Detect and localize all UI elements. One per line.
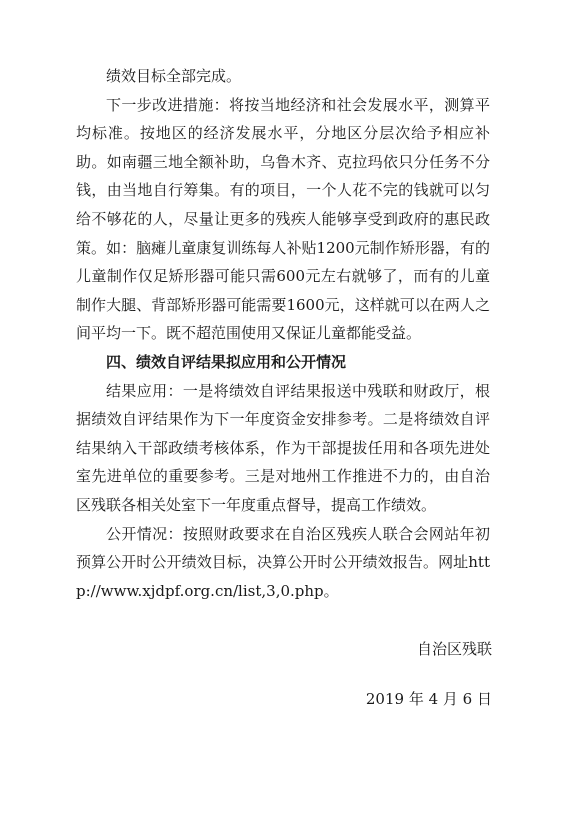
paragraph-improvement-measures: 下一步改进措施：将按当地经济和社会发展水平，测算平均标准。按地区的经济发展水平，分地区分层次给予相应补助。如南疆三地全额补助，乌鲁木齐、克拉玛依只分任务不分钱，由当地自行筹集。有的项目，一个人花不完的钱就可以匀给不够花的人，尽量让更多的残疾人能够享受到政府的惠民政策。如：脑瘫儿童康复训练每人补贴1200元制作矫形器，有的儿童制作仅足矫形器可能只需600元左右就够了，而有的儿童制作大腿、背部矫形器可能需要1600元，这样就可以在两人之间平均一下。既不超范围使用又保证儿童都能受益。 bbox=[76, 95, 490, 343]
body-text bbox=[76, 62, 490, 605]
signature-org: 自治区残联 bbox=[416, 640, 492, 658]
section-heading-4: 四、绩效自评结果拟应用和公开情况 bbox=[106, 352, 347, 371]
paragraph-result-application: 结果应用：一是将绩效自评结果报送中残联和财政厅，根据绩效自评结果作为下一年度资金安排参考。二是将绩效自评结果纳入干部政绩考核体系，作为干部提拔任用和各项先进处室先进单位的重要参考。三是对地州工作推进不力的，由自治区残联各相关处室下一年度重点督导，提高工作绩效。 bbox=[76, 381, 490, 514]
paragraph-disclosure: 公开情况：按照财政要求在自治区残疾人联合会网站年初预算公开时公开绩效目标，决算公开时公开绩效报告。网址http://www.xjdpf.org.cn/list,3,0.php。 bbox=[76, 524, 490, 600]
paragraph-completion: 绩效目标全部完成。 bbox=[106, 67, 242, 85]
signature-date: 2019 年 4 月 6 日 bbox=[365, 690, 492, 708]
